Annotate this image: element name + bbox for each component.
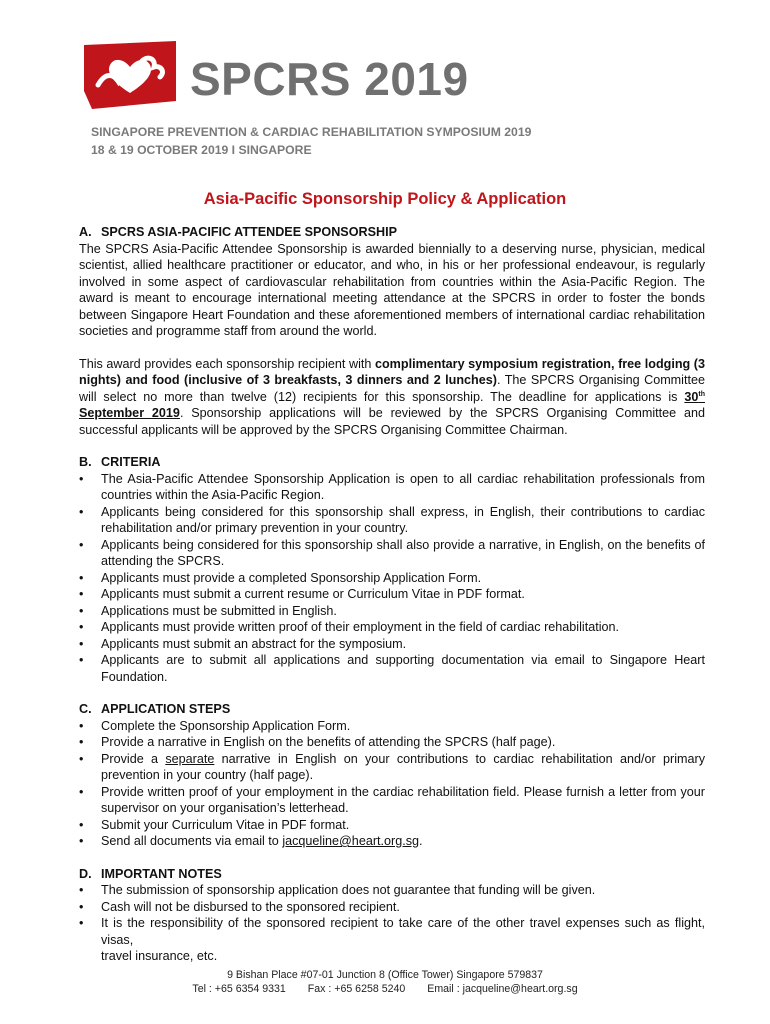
footer-fax: Fax : +65 6258 5240 [307,983,406,995]
list-item: • Applicants must submit a current resume or Curriculum Vitae in PDF format. [79,586,705,603]
spcrs-logo [84,41,176,109]
list-item: • Provide written proof of your employment in the cardiac rehabilitation field. Please furnish a letter from your supervisor on your organisation’s letterhead. [79,784,705,817]
section-c-title: C. APPLICATION STEPS [79,702,231,716]
footer-tel: Tel : +65 6354 9331 [192,983,286,995]
list-item: • Applicants must provide written proof of their employment in the field of cardiac rehabilitation. [79,619,705,636]
list-item: • The Asia-Pacific Attendee Sponsorship Application is open to all cardiac rehabilitation professionals from countries within the Asia-Pacific Region. [79,471,705,504]
list-item: • Send all documents via email to jacqueline@heart.org.sg. [79,833,705,850]
list-item: • Applicants are to submit all applications and supporting documentation via email to Singapore Heart Foundation. [79,652,705,685]
list-item: • Applicants being considered for this sponsorship shall also provide a narrative, in English, on the benefits of attending the SPCRS. [79,537,705,570]
page-title: SPCRS 2019 [190,53,469,105]
application-steps-list [79,718,705,850]
list-item: • It is the responsibility of the sponsored recipient to take care of the other travel expenses such as flight, visas, travel insurance, etc. [79,915,705,965]
criteria-list [79,471,705,686]
important-notes-list [79,882,705,965]
list-item: • Cash will not be disbursed to the sponsored recipient. [79,899,705,916]
list-item: • Applicants must submit an abstract for the symposium. [79,636,705,653]
section-a-title: A. SPCRS ASIA-PACIFIC ATTENDEE SPONSORSHIP [79,225,397,239]
symposium-name: SINGAPORE PREVENTION & CARDIAC REHABILITATION SYMPOSIUM 2019 [91,125,532,139]
footer-email: Email : jacqueline@heart.org.sg [427,983,578,995]
document-heading: Asia-Pacific Sponsorship Policy & Application [203,190,567,208]
document-body [79,224,705,965]
section-a-paragraph-1: The SPCRS Asia-Pacific Attendee Sponsorship is awarded biennially to a deserving nurse, physician, medical scientist, allied healthcare practitioner or educator, and who, in his or her professional endeavour, is regularly involved in some aspect of cardiovascular rehabilitation from countries within the Asia-Pacific Region. The award is meant to encourage international meeting attendance at the SPCRS in order to foster the bonds between Singapore Heart Foundation and these aforementioned members of international cardiac rehabilitation societies and programme staff from around the world. [79,241,705,338]
list-item: • Applicants must provide a completed Sponsorship Application Form. [79,570,705,587]
list-item: • Complete the Sponsorship Application Form. [79,718,705,735]
section-d-title: D. IMPORTANT NOTES [79,866,222,881]
section-a-paragraph-2: This award provides each sponsorship recipient with complimentary symposium registration, free lodging (3 nights) and food (inclusive of 3 breakfasts, 3 dinners and 2 lunches). The SPCRS Organising Committee will select no more than twelve (12) recipients for this sponsorship. The deadline for applications is 30th September 2019. Sponsorship applications will be reviewed by the SPCRS Organising Committee and successful applicants will be approved by the SPCRS Organising Committee Chairman. [79,356,705,437]
symposium-dates: 18 & 19 OCTOBER 2019 I SINGAPORE [91,143,312,157]
email-link[interactable]: jacqueline@heart.org.sg [282,834,420,848]
page-footer [0,968,770,996]
list-item: • Applicants being considered for this sponsorship shall express, in English, their contributions to cardiac rehabilitation and/or primary prevention in your country. [79,504,705,537]
deadline: 30th September 2019 [79,389,705,420]
list-item: • Provide a separate narrative in English on your contributions to cardiac rehabilitation and/or primary prevention in your country (half page). [79,751,705,784]
list-item: • Submit your Curriculum Vitae in PDF format. [79,817,705,834]
footer-address: 9 Bishan Place #07-01 Junction 8 (Office Tower) Singapore 579837 [227,969,543,981]
list-item: • Provide a narrative in English on the benefits of attending the SPCRS (half page). [79,734,705,751]
list-item: • Applications must be submitted in English. [79,603,705,620]
list-item: • The submission of sponsorship application does not guarantee that funding will be given. [79,882,705,899]
section-b-title: B. CRITERIA [79,455,161,469]
